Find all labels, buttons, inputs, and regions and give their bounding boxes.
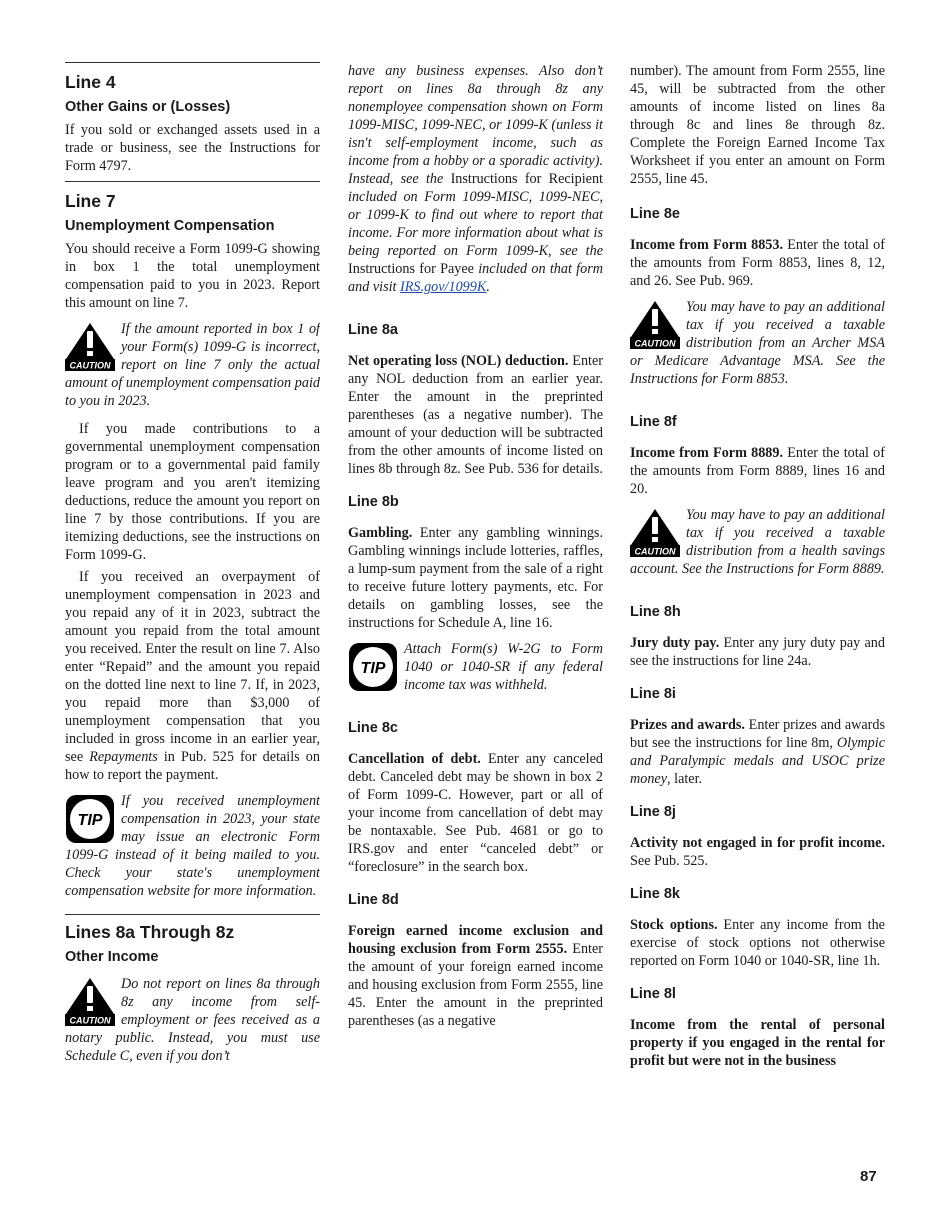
line7-paragraph: You should receive a Form 1099-G showing in box 1 the total unemployment compensation paid to you in 2023. Report this amount on line 7. <box>65 241 320 311</box>
svg-text:TIP: TIP <box>360 660 386 677</box>
line8k-heading: Line 8k <box>630 886 680 902</box>
line8l-heading: Line 8l <box>630 986 676 1002</box>
caution-icon <box>630 300 680 350</box>
caution-note <box>65 975 320 1065</box>
continued-paragraph: number). The amount from Form 2555, line 45, will be subtracted from the other amounts of income listed on lines 8a through 8c and lines 8e through 8z. Complete the Foreign Earned Income Tax Worksheet if you enter an amount on Form 2555, line 45. <box>630 63 885 187</box>
line8c-heading: Line 8c <box>348 720 398 736</box>
line8f-paragraph: Income from Form 8889. Enter the total of the amounts from Form 8889, lines 16 and 20. <box>630 445 885 497</box>
line8a-paragraph: Net operating loss (NOL) deduction. Enter any NOL deduction from an earlier year. Enter the amount in the preprinted parentheses (as a negative number). The amount of your deduction will be subtracted from the other amounts of income listed on lines 8b through 8z. See Pub. 536 for details. <box>348 353 603 477</box>
column-2 <box>348 62 603 1030</box>
line8-subheading: Other Income <box>65 949 159 965</box>
column-3 <box>630 62 885 1070</box>
line4-subheading: Other Gains or (Losses) <box>65 99 231 115</box>
section-divider <box>65 62 320 63</box>
tip-note <box>348 640 603 694</box>
line8-heading: Lines 8a Through 8z <box>65 922 235 942</box>
caution-icon <box>630 508 680 558</box>
line8j-heading: Line 8j <box>630 804 676 820</box>
line8f-heading: Line 8f <box>630 414 677 430</box>
continued-paragraph: have any business expenses. Also don’t report on lines 8a through 8z any nonemployee compensation shown on Form 1099-MISC, 1099-NEC, or 1099-K (unless it isn't self-employment income, such as income from a hobby or a sporadic activity). Instead, see the Instructions for Recipient included on Form 1099-MISC, 1099-NEC, or 1099-K to find out where to report that income. For more information about what is being reported on Form 1099-K, see the Instructions for Payee included on that form and visit IRS.gov/1099K. <box>348 63 603 295</box>
caution-icon <box>65 322 115 372</box>
line7-paragraph-2: If you made contributions to a governmental unemployment compensation program or to a governmental paid family leave program and you aren't itemizing deductions, reduce the amount you report on line 7 by those contributions. If you are itemizing deductions, see the instructions on Form 1099-G. <box>65 421 320 563</box>
svg-text:TIP: TIP <box>77 812 103 829</box>
tip-icon <box>348 642 398 692</box>
page-number: 87 <box>860 1168 877 1185</box>
caution-icon <box>65 977 115 1027</box>
line8k-paragraph: Stock options. Enter any income from the exercise of stock options not otherwise reported on Form 1040 or 1040-SR, line 1h. <box>630 917 885 969</box>
line7-heading: Line 7 <box>65 191 116 211</box>
section-divider <box>65 181 320 182</box>
tip-text: Attach Form(s) W-2G to Form 1040 or 1040-SR if any federal income tax was withheld. <box>404 641 603 693</box>
line8i-paragraph: Prizes and awards. Enter prizes and awards but see the instructions for line 8m, Olympic and Paralympic medals and USOC prize money, later. <box>630 717 885 787</box>
line8b-heading: Line 8b <box>348 494 399 510</box>
line8d-heading: Line 8d <box>348 892 399 908</box>
caution-text: If the amount reported in box 1 of your Form(s) 1099-G is incorrect, report on line 7 only the actual amount of unemployment compensation paid to you in 2023. <box>65 321 320 409</box>
line8e-paragraph: Income from Form 8853. Enter the total of the amounts from Form 8853, lines 8, 12, and 26. See Pub. 969. <box>630 237 885 289</box>
line8d-paragraph: Foreign earned income exclusion and housing exclusion from Form 2555. Enter the amount of your foreign earned income and housing exclusion from Form 2555, line 45. Enter the amount in the preprinted parentheses (as a negative <box>348 923 603 1029</box>
caution-note <box>65 320 320 410</box>
line8c-paragraph: Cancellation of debt. Enter any canceled debt. Canceled debt may be shown in box 2 of Form 1099-C. However, part or all of your income from cancellation of debt may be nontaxable. See Pub. 4681 or go to IRS.gov and enter “canceled debt” or “foreclosure” in the search box. <box>348 751 603 875</box>
line8h-heading: Line 8h <box>630 604 681 620</box>
line8j-paragraph: Activity not engaged in for profit income. See Pub. 525. <box>630 835 885 869</box>
caution-text: You may have to pay an additional tax if you received a taxable distribution from a health savings account. See the Instructions for Form 8889. <box>630 507 885 577</box>
caution-text: Do not report on lines 8a through 8z any income from self-employment or fees received as a notary public. Instead, you must use Schedule C, even if you don’t <box>65 976 320 1064</box>
line7-subheading: Unemployment Compensation <box>65 218 275 234</box>
line8e-heading: Line 8e <box>630 206 680 222</box>
caution-text: You may have to pay an additional tax if you received a taxable distribution from an Archer MSA or Medicare Advantage MSA. See the Instructions for Form 8853. <box>630 299 885 387</box>
caution-note <box>630 298 885 388</box>
line8a-heading: Line 8a <box>348 322 398 338</box>
tip-text: If you received unemployment compensation in 2023, your state may issue an electronic Form 1099-G instead of it being mailed to you. Check your state's unemployment compensation website for more information. <box>65 793 320 899</box>
caution-note <box>630 506 885 578</box>
line8i-heading: Line 8i <box>630 686 676 702</box>
line4-heading: Line 4 <box>65 72 116 92</box>
irs-1099k-link[interactable]: IRS.gov/1099K <box>400 279 487 295</box>
section-divider <box>65 914 320 915</box>
line8h-paragraph: Jury duty pay. Enter any jury duty pay and see the instructions for line 24a. <box>630 635 885 669</box>
line8b-paragraph: Gambling. Enter any gambling winnings. Gambling winnings include lotteries, raffles, a lump-sum payment from the sale of a right to receive future lottery payments, etc. For details on gambling losses, see the instructions for Schedule A, line 16. <box>348 525 603 631</box>
tip-note <box>65 792 320 900</box>
tip-icon <box>65 794 115 844</box>
line7-paragraph-3: If you received an overpayment of unemployment compensation in 2023 and you repaid any of it in 2023, subtract the amount you repaid from the total amount you received. Enter the result on line 7. Also enter “Repaid” and the amount you repaid on the dotted line next to line 7. If, in 2023, you repaid more than $3,000 of unemployment compensation that you included in gross income in an earlier year, see Repayments in Pub. 525 for details on how to report the payment. <box>65 569 320 783</box>
column-1 <box>65 62 320 1065</box>
line8l-paragraph: Income from the rental of personal property if you engaged in the rental for profit but were not in the business <box>630 1017 885 1069</box>
line4-paragraph: If you sold or exchanged assets used in a trade or business, see the Instructions for Form 4797. <box>65 122 320 174</box>
